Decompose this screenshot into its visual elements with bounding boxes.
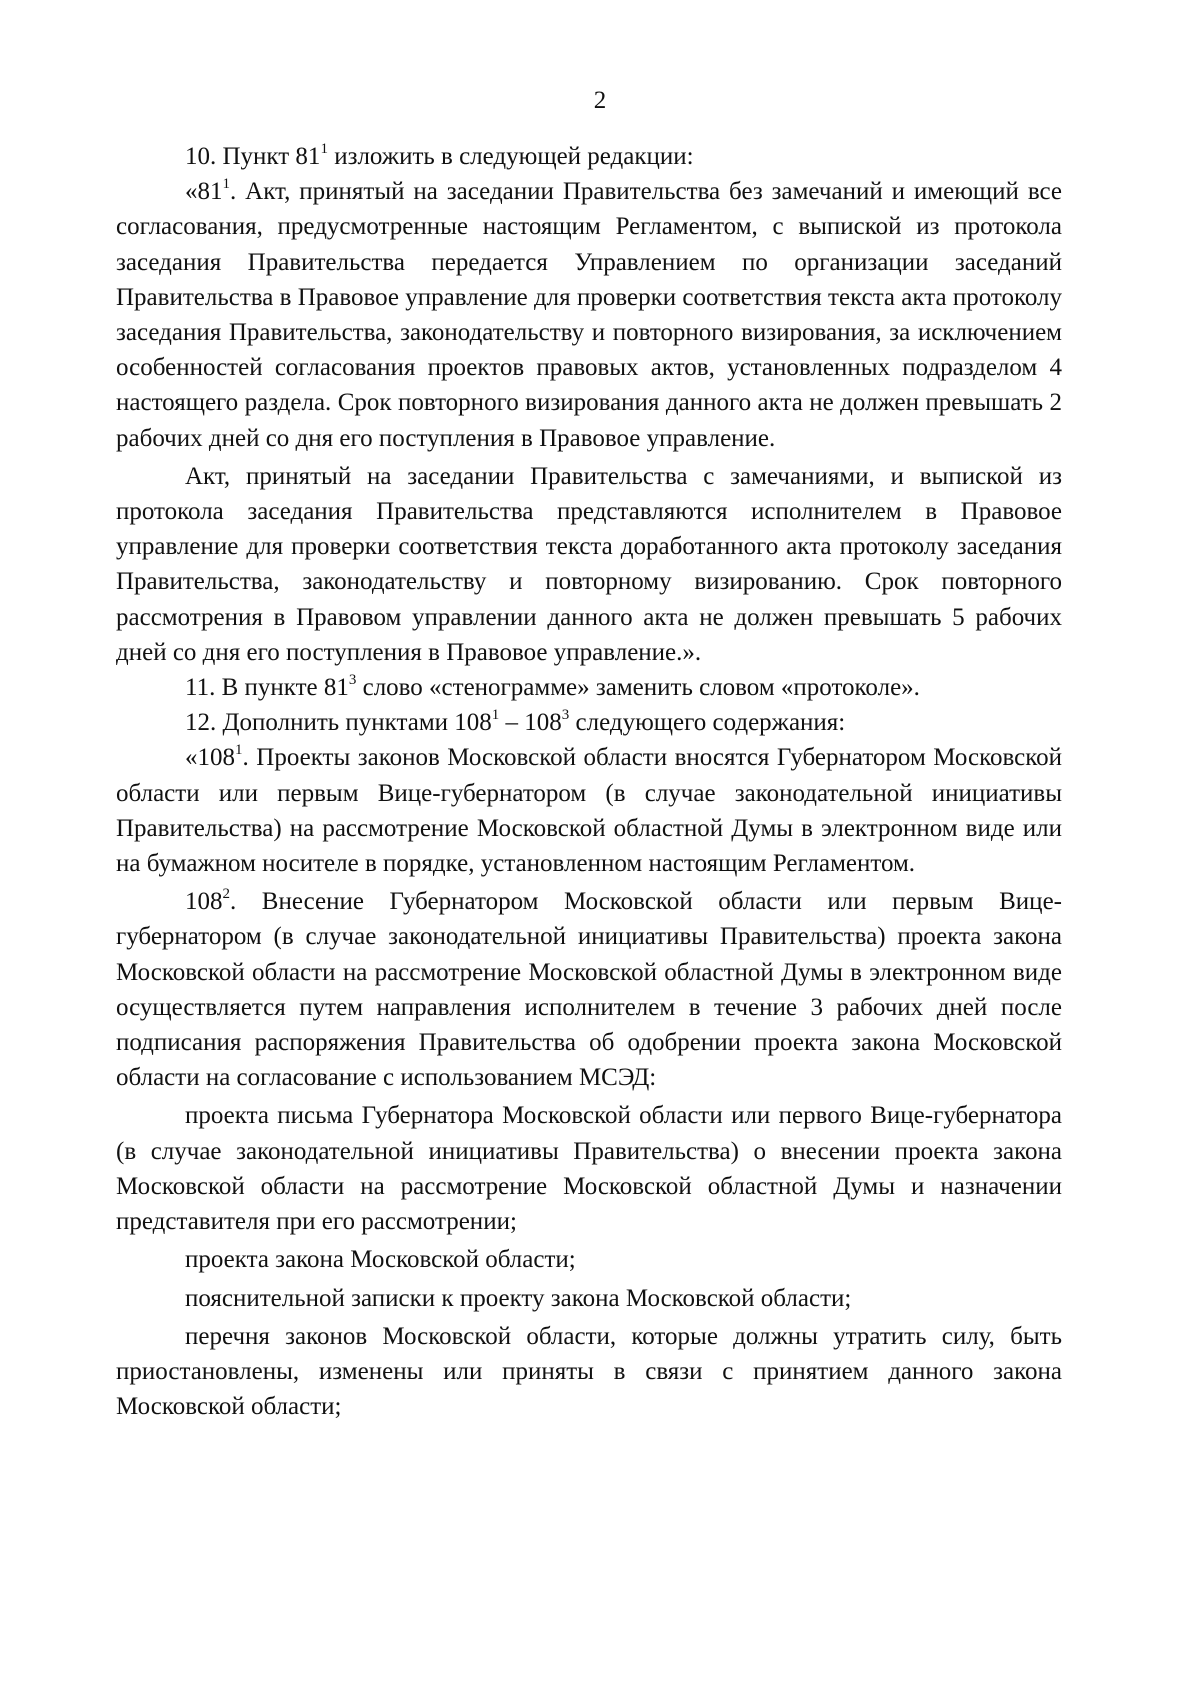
item-11: [116, 670, 1062, 705]
text-run: следующего содержания:: [569, 709, 846, 737]
text-run: . Проекты законов Московской области вносятся Губернатором Московской области или первым Вице-губернатором (в случае законодательной инициативы Правительства) на рассмотрение Московской областной Думы в электронном виде или на бумажном носителе в порядке, установленном настоящим Регламентом.: [116, 744, 1062, 878]
superscript: 1: [222, 176, 230, 193]
text-run: 108: [185, 888, 223, 916]
list-item: перечня законов Московской области, которые должны утратить силу, быть приостановлены, изменены или приняты в связи с принятием данного закона Московской области;: [116, 1322, 1062, 1421]
paragraph-81-1: [116, 174, 1062, 456]
paragraph-108-1: [116, 740, 1062, 881]
text-run: «81: [185, 178, 223, 206]
text-run: . Внесение Губернатором Московской области или первым Вице-губернатором (в случае законодательной инициативы Правительства) проекта закона Московской области на рассмотрение Московской областной Думы в электронном виде осуществляется путем направления исполнителем в течение 3 рабочих дней после подписания распоряжения Правительства об одобрении проекта закона Московской области на согласование с использованием МСЭД:: [116, 888, 1062, 1092]
list-item: пояснительной записки к проекту закона Московской области;: [185, 1284, 852, 1312]
list-item: проекта закона Московской области;: [185, 1246, 576, 1274]
item-12-intro: [116, 705, 1062, 740]
text-run: «108: [185, 744, 235, 772]
text-run: слово «стенограмме» заменить словом «протоколе».: [356, 674, 920, 702]
list-item: проекта письма Губернатора Московской области или первого Вице-губернатора (в случае законодательной инициативы Правительства) о внесении проекта закона Московской области на рассмотрение Московской областной Думы и назначении представителя при его рассмотрении;: [116, 1102, 1062, 1236]
text-run: Акт, принятый на заседании Правительства с замечаниями, и выпиской из протокола заседания Правительства представляются исполнителем в Правовое управление для проверки соответствия текста доработанного акта протоколу заседания Правительства, законодательству и повторному визированию. Срок повторного рассмотрения в Правовом управлении данного акта не должен превышать 5 рабочих дней со дня его поступления в Правовое управление.».: [116, 462, 1062, 666]
document-body: [116, 139, 1062, 1424]
text-run: 10. Пункт 81: [185, 143, 321, 170]
item-10-intro: [116, 139, 1062, 174]
paragraph-81-1-second: [116, 459, 1062, 670]
superscript: 1: [320, 141, 328, 157]
page-number: 2: [593, 87, 607, 114]
superscript: 1: [491, 707, 500, 724]
superscript: 3: [348, 672, 357, 689]
superscript: 1: [235, 742, 243, 759]
text-run: . Акт, принятый на заседании Правительства без замечаний и имеющий все согласования, предусмотренные настоящим Регламентом, с выпиской из протокола заседания Правительства передается Управлением по организации заседаний Правительства в Правовое управление для проверки соответствия текста акта протоколу заседания Правительства, законодательству и повторного визирования, за исключением особенностей согласования проектов правовых актов, установленных подразделом 4 настоящего раздела. Срок повторного визирования данного акта не должен превышать 2 рабочих дней со дня его поступления в Правовое управление.: [116, 178, 1062, 452]
text-run: – 108: [499, 709, 562, 737]
text-run: изложить в следующей редакции:: [327, 143, 694, 170]
paragraph-108-2: [116, 884, 1062, 1095]
text-run: 11. В пункте 81: [185, 674, 349, 702]
text-run: 12. Дополнить пунктами 108: [185, 709, 492, 737]
superscript: 2: [222, 886, 230, 903]
superscript: 3: [561, 707, 570, 724]
